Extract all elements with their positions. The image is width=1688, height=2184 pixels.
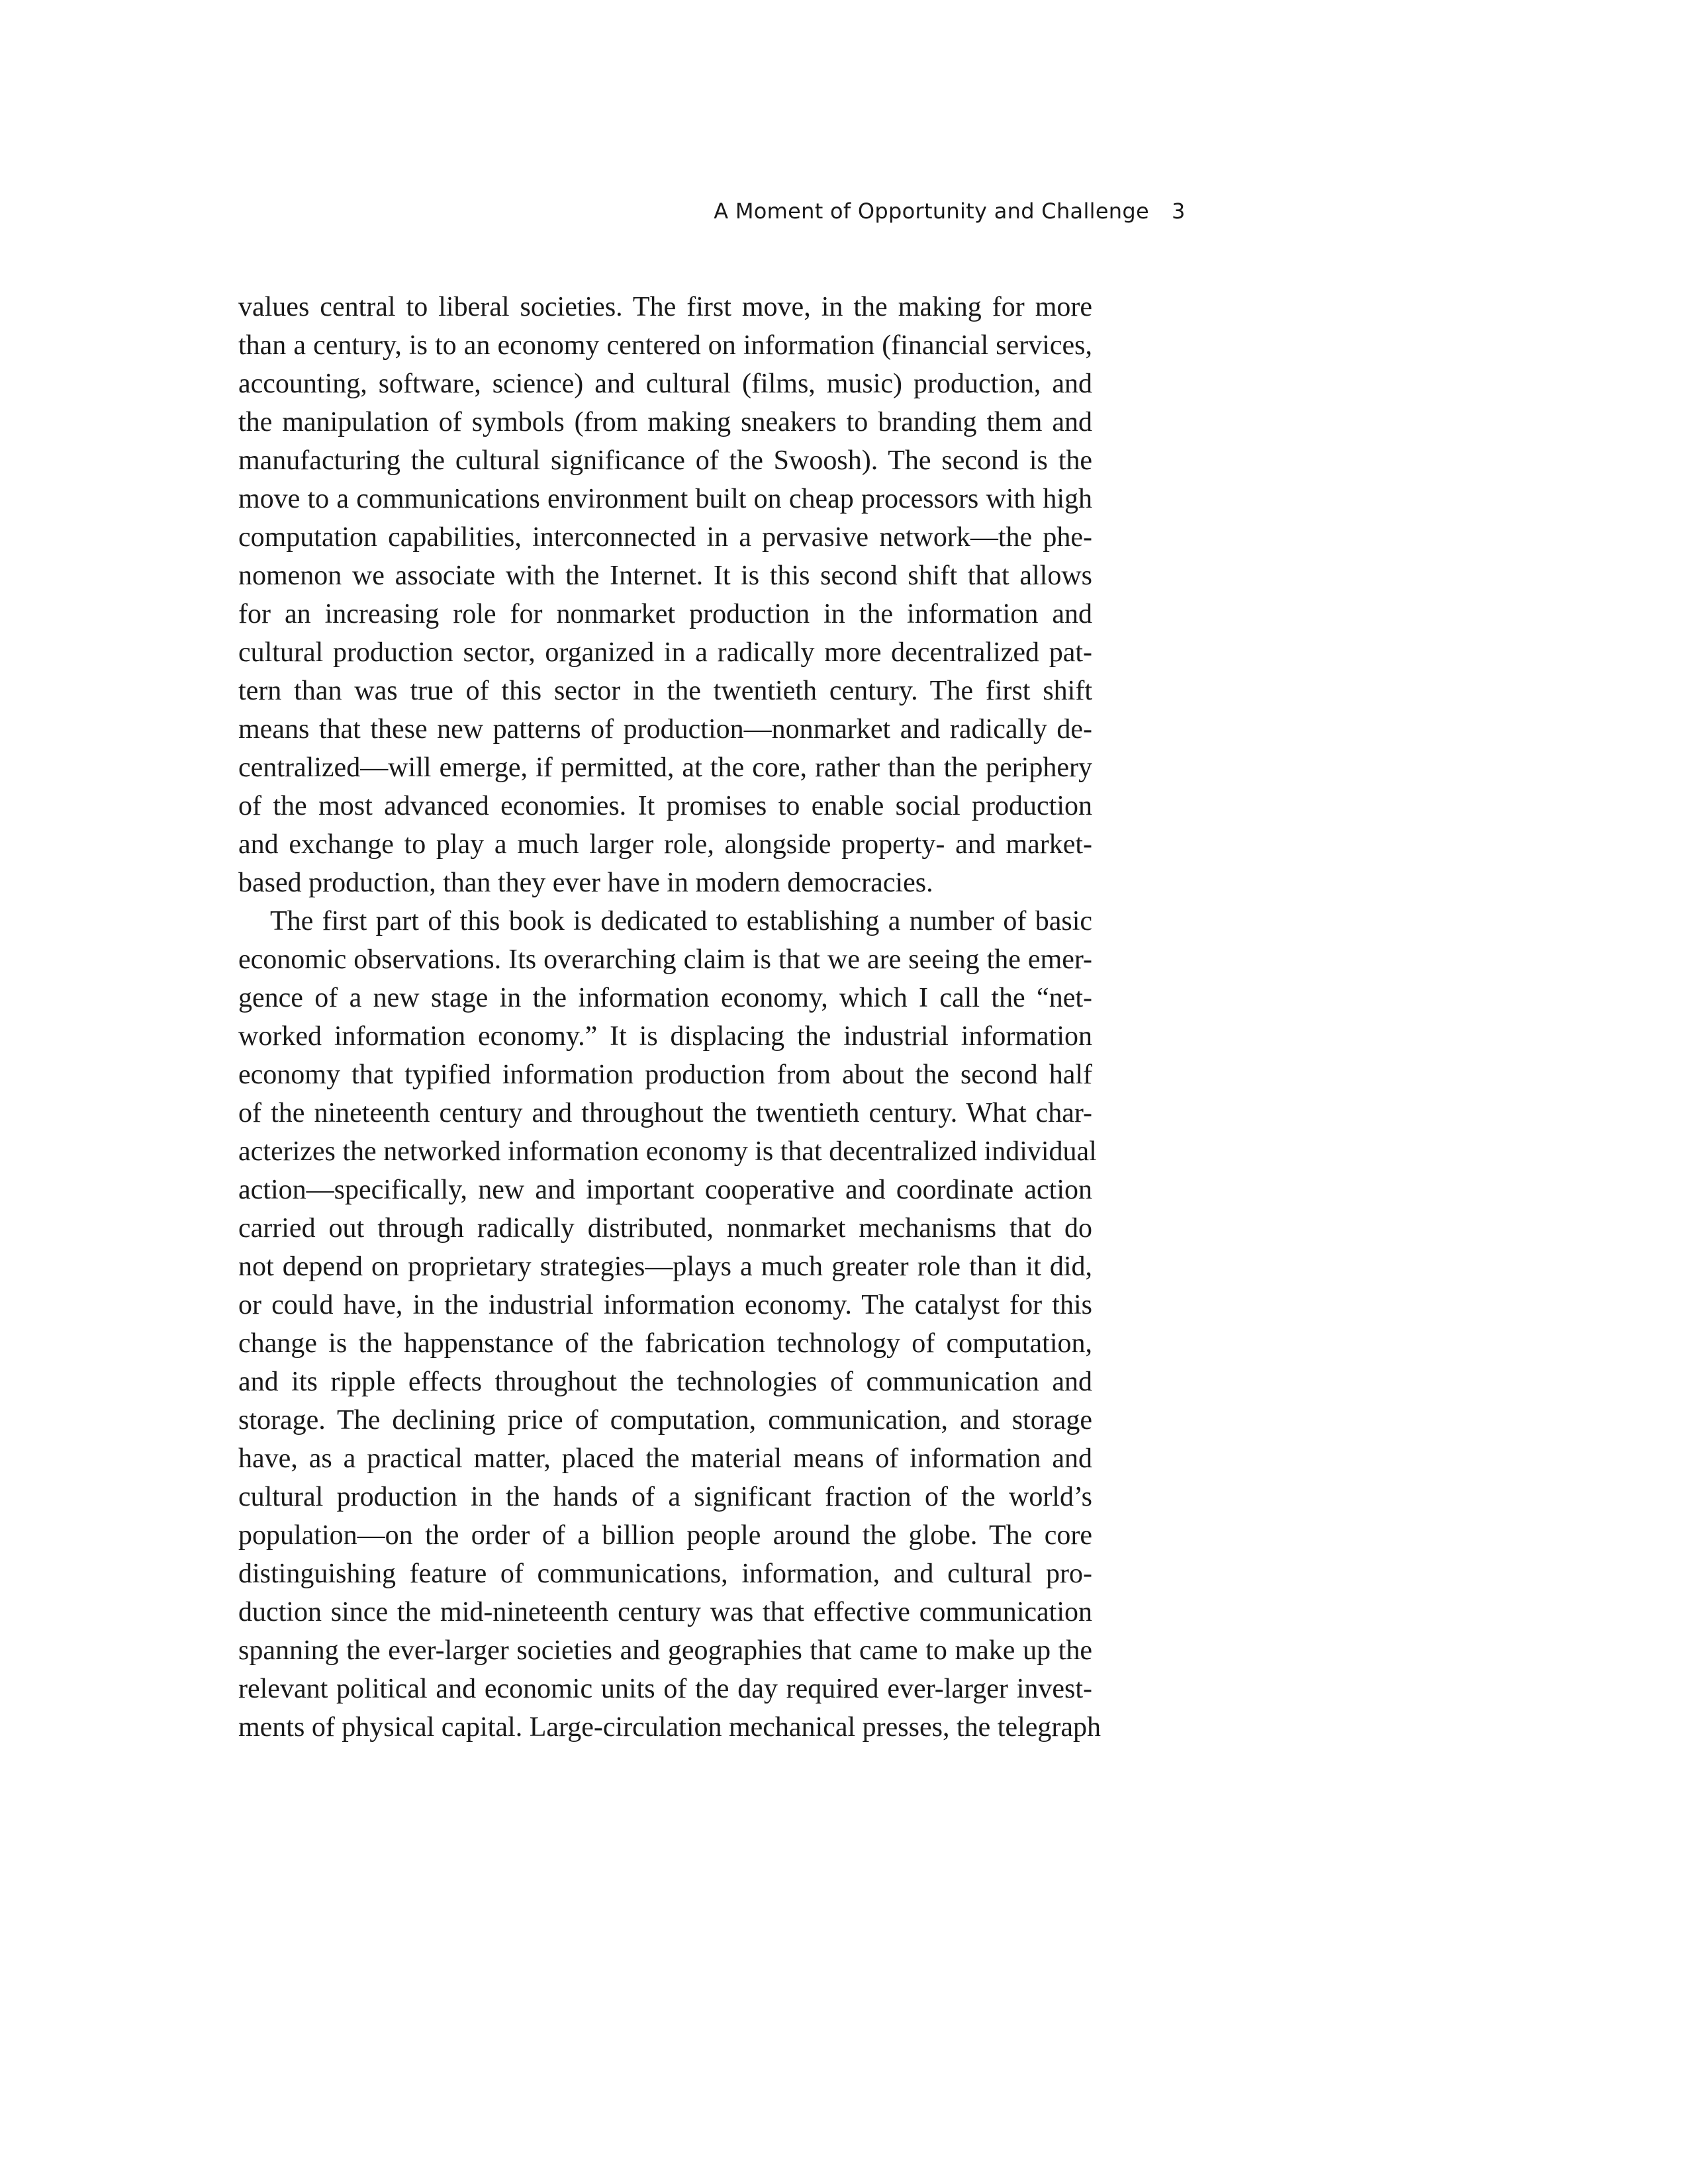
- text-line: ments of physical capital. Large-circulation mechanical presses, the telegraph: [238, 1712, 1102, 1743]
- text-line: values central to liberal societies. The first move, in the making for more: [238, 292, 1092, 322]
- text-line: tern than was true of this sector in the twentieth century. The first shift: [238, 676, 1092, 706]
- text-line: action—specifically, new and important cooperative and coordinate action: [238, 1175, 1092, 1205]
- text-line: nomenon we associate with the Internet. It is this second shift that allows: [238, 561, 1092, 591]
- text-line: carried out through radically distributed, nonmarket mechanisms that do: [238, 1213, 1092, 1244]
- body-text: [238, 288, 1102, 1747]
- text-line: and its ripple effects throughout the technologies of communication and: [238, 1367, 1092, 1397]
- text-line: centralized—will emerge, if permitted, at the core, rather than the periphery: [238, 752, 1092, 783]
- text-line: means that these new patterns of production—nonmarket and radically de-: [238, 714, 1092, 745]
- text-line: duction since the mid-nineteenth century was that effective communication: [238, 1597, 1092, 1627]
- text-line: move to a communications environment built on cheap processors with high: [238, 484, 1092, 514]
- text-line: of the nineteenth century and throughout the twentieth century. What char-: [238, 1098, 1092, 1128]
- running-head: [238, 199, 1186, 232]
- text-line: worked information economy.” It is displacing the industrial information: [238, 1021, 1092, 1052]
- text-line: economic observations. Its overarching claim is that we are seeing the emer-: [238, 944, 1092, 975]
- text-line: manufacturing the cultural significance of the Swoosh). The second is the: [238, 445, 1092, 476]
- text-line: based production, than they ever have in modern democracies.: [238, 868, 933, 898]
- text-line: economy that typified information production from about the second half: [238, 1060, 1092, 1090]
- text-line: change is the happenstance of the fabrication technology of computation,: [238, 1328, 1092, 1359]
- text-line: distinguishing feature of communications, information, and cultural pro-: [238, 1559, 1092, 1589]
- text-line: of the most advanced economies. It promises to enable social production: [238, 791, 1092, 821]
- text-line: acterizes the networked information economy is that decentralized individual: [238, 1136, 1097, 1167]
- text-line: or could have, in the industrial information economy. The catalyst for this: [238, 1290, 1092, 1320]
- page-number: 3: [1172, 199, 1186, 224]
- paragraph: [238, 902, 1102, 1747]
- text-line: computation capabilities, interconnected in a pervasive network—the phe-: [238, 522, 1092, 553]
- text-line: for an increasing role for nonmarket production in the information and: [238, 599, 1092, 629]
- text-line: not depend on proprietary strategies—plays a much greater role than it did,: [238, 1251, 1092, 1282]
- text-line: spanning the ever-larger societies and geographies that came to make up the: [238, 1635, 1092, 1666]
- text-line: cultural production sector, organized in a radically more decentralized pat-: [238, 637, 1092, 668]
- text-line: The first part of this book is dedicated to establishing a number of basic: [270, 906, 1092, 936]
- text-line: the manipulation of symbols (from making sneakers to branding them and: [238, 407, 1092, 437]
- text-line: and exchange to play a much larger role, alongside property- and market-: [238, 829, 1092, 860]
- text-line: gence of a new stage in the information economy, which I call the “net-: [238, 983, 1092, 1013]
- text-line: relevant political and economic units of the day required ever-larger invest-: [238, 1674, 1092, 1704]
- text-line: population—on the order of a billion people around the globe. The core: [238, 1520, 1092, 1551]
- text-line: have, as a practical matter, placed the material means of information and: [238, 1443, 1092, 1474]
- paragraph: [238, 288, 1092, 902]
- text-line: accounting, software, science) and cultural (films, music) production, and: [238, 369, 1092, 399]
- text-line: cultural production in the hands of a significant fraction of the world’s: [238, 1482, 1092, 1512]
- text-line: than a century, is to an economy centered on information (financial services,: [238, 330, 1092, 361]
- running-head-title: A Moment of Opportunity and Challenge: [714, 199, 1149, 224]
- text-line: storage. The declining price of computation, communication, and storage: [238, 1405, 1092, 1435]
